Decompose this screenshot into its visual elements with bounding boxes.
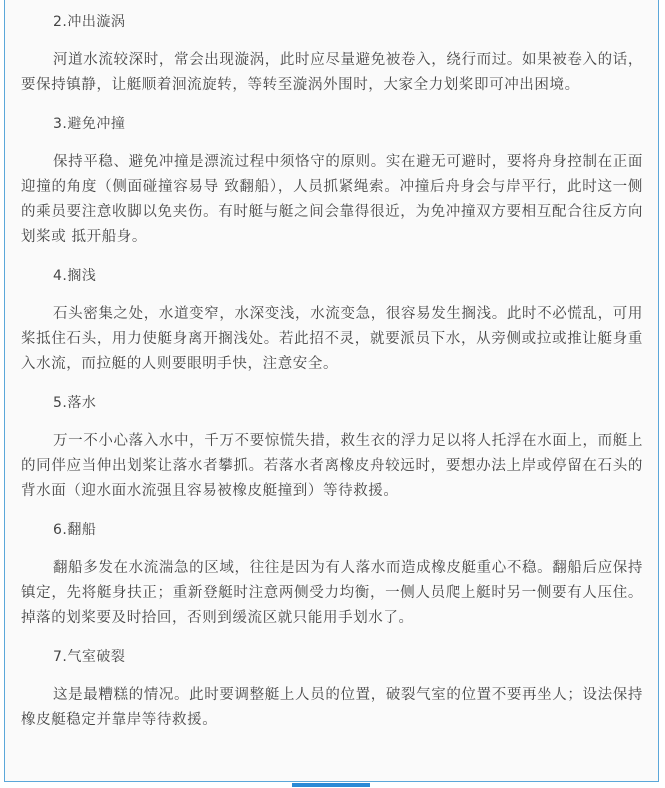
- section-text-stranding: 石头密集之处，水道变窄，水深变浅，水流变急，很容易发生搁浅。此时不必慌乱，可用桨抵住石头，用力使艇身离开搁浅处。若此招不灵，就要派员下水，从旁侧或拉或推让艇身重入水流，而拉艇的人则要眼明手快，注意安全。: [21, 306, 643, 372]
- section-text-vortex: 河道水流较深时，常会出现漩涡，此时应尽量避免被卷入，绕行而过。如果被卷入的话，要保持镇静，让艇顺着洄流旋转，等转至漩涡外围时，大家全力划桨即可冲出困境。: [21, 52, 643, 93]
- article-frame: [4, 0, 659, 782]
- section-heading-capsize: 6.翻船: [53, 522, 97, 538]
- section-heading-air-chamber: 7.气室破裂: [53, 649, 126, 665]
- section-text-overboard: 万一不小心落入水中，千万不要惊慌失措，救生衣的浮力足以将人托浮在水面上，而艇上的同伴应当伸出划桨让落水者攀抓。若落水者离橡皮舟较远时，要想办法上岸或停留在石头的背水面（迎水面水流强且容易被橡皮艇撞到）等待救援。: [21, 433, 643, 499]
- section-heading-overboard: 5.落水: [53, 395, 97, 411]
- section-heading-vortex: 2.冲出漩涡: [53, 14, 126, 30]
- bottom-accent-bar: [292, 783, 370, 787]
- article-body: [21, 10, 643, 747]
- section-heading-collision: 3.避免冲撞: [53, 116, 126, 132]
- section-text-collision: 保持平稳、避免冲撞是漂流过程中须恪守的原则。实在避无可避时，要将舟身控制在正面迎撞的角度（侧面碰撞容易导 致翻船），人员抓紧绳索。冲撞后舟身会与岸平行，此时这一侧的乘员要注意收脚以免夹伤。有时艇与艇之间会靠得很近，为免冲撞双方要相互配合往反方向划桨或 抵开船身。: [21, 154, 643, 245]
- section-text-air-chamber: 这是最糟糕的情况。此时要调整艇上人员的位置，破裂气室的位置不要再坐人；设法保持橡皮艇稳定并靠岸等待救援。: [21, 687, 643, 728]
- section-heading-stranding: 4.搁浅: [53, 268, 97, 284]
- section-text-capsize: 翻船多发在水流湍急的区域，往往是因为有人落水而造成橡皮艇重心不稳。翻船后应保持镇定，先将艇身扶正；重新登艇时注意两侧受力均衡，一侧人员爬上艇时另一侧要有人压住。掉落的划桨要及时拾回，否则到缓流区就只能用手划水了。: [21, 560, 643, 626]
